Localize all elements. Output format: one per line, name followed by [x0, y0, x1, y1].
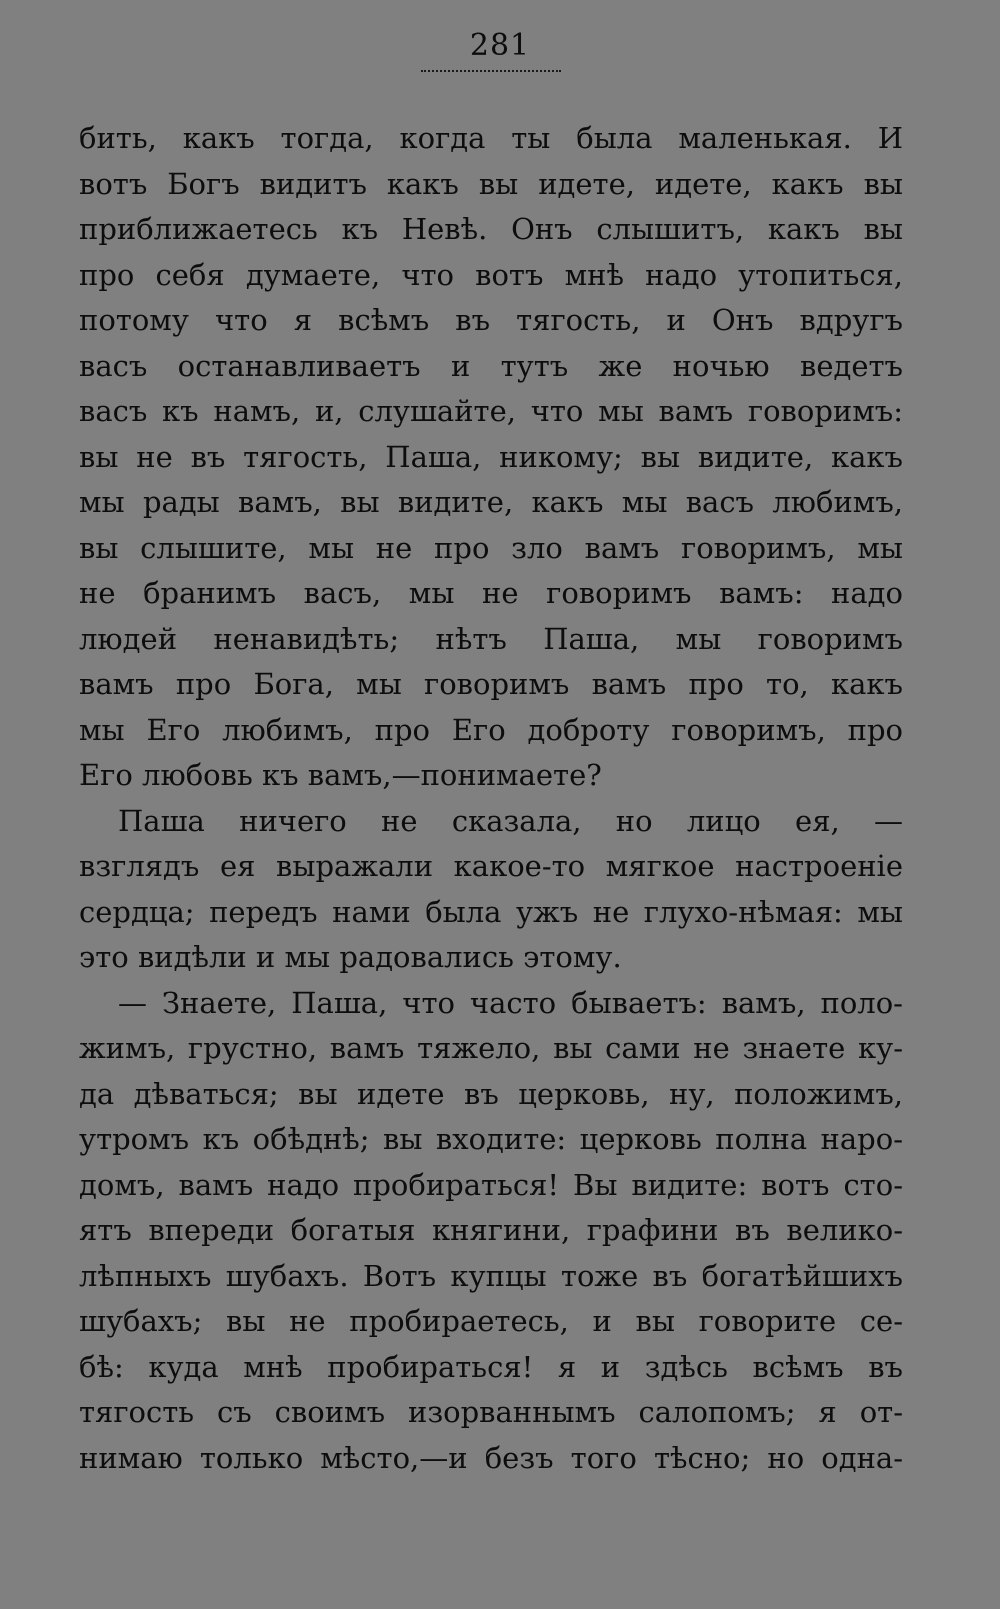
text-line: мы Его любимъ, про Его доброту говоримъ, про	[79, 712, 903, 747]
text-line: бѣ: куда мнѣ пробираться! я и здѣсь всѣмъ въ	[79, 1349, 903, 1384]
page-body	[79, 116, 903, 1481]
text-line: не бранимъ васъ, мы не говоримъ вамъ: надо	[79, 576, 903, 610]
text-line: — Знаете, Паша, что часто бываетъ: вамъ, поло-	[118, 985, 903, 1020]
page-number: 281	[469, 28, 531, 63]
text-line: жимъ, грустно, вамъ тяжело, вы сами не знаете ку-	[79, 1031, 903, 1065]
text-line: нимаю только мѣсто,—и безъ того тѣсно; но одна-	[79, 1440, 903, 1475]
text-line: Паша ничего не сказала, но лицо ея, —	[118, 803, 903, 838]
text-line: вамъ про Бога, мы говоримъ вамъ про то, какъ	[79, 667, 903, 701]
text-line: взглядъ ея выражали какое-то мягкое настроеніе	[79, 849, 903, 883]
text-line: вы не въ тягость, Паша, никому; вы видите, какъ	[79, 439, 903, 474]
text-line: бить, какъ тогда, когда ты была маленькая. И	[79, 121, 903, 155]
text-line: домъ, вамъ надо пробираться! Вы видите: вотъ сто-	[79, 1167, 903, 1202]
text-line: тягость съ своимъ изорваннымъ салопомъ; я от-	[79, 1395, 903, 1429]
text-line: лѣпныхъ шубахъ. Вотъ купцы тоже въ богатѣйшихъ	[79, 1258, 903, 1293]
text-line: потому что я всѣмъ въ тягость, и Онъ вдругъ	[79, 303, 903, 337]
text-line: вы слышите, мы не про зло вамъ говоримъ, мы	[79, 530, 903, 565]
text-line: сердца; передъ нами была ужъ не глухо-нѣмая: мы	[79, 894, 903, 929]
text-line: приближаетесь къ Невѣ. Онъ слышитъ, какъ вы	[79, 212, 903, 246]
text-line: про себя думаете, что вотъ мнѣ надо утопиться,	[79, 257, 903, 292]
text-line: вотъ Богъ видитъ какъ вы идете, идете, какъ вы	[79, 166, 903, 201]
text-line: людей ненавидѣть; нѣтъ Паша, мы говоримъ	[79, 621, 903, 656]
text-line: утромъ къ обѣднѣ; вы входите: церковь полна наро-	[79, 1122, 903, 1156]
text-line: васъ останавливаетъ и тутъ же ночью ведетъ	[79, 348, 903, 383]
page-number-rule	[421, 70, 561, 72]
text-line: мы рады вамъ, вы видите, какъ мы васъ любимъ,	[79, 485, 903, 519]
text-line: Его любовь къ вамъ,—понимаете?	[79, 758, 602, 792]
text-line: васъ къ намъ, и, слушайте, что мы вамъ говоримъ:	[79, 394, 903, 428]
text-line: да дѣваться; вы идете въ церковь, ну, положимъ,	[79, 1076, 903, 1111]
text-line: это видѣли и мы радовались этому.	[79, 940, 622, 974]
text-line: шубахъ; вы не пробираетесь, и вы говорите се-	[79, 1304, 903, 1338]
text-line: ятъ впереди богатыя княгини, графини въ велико-	[79, 1213, 903, 1247]
